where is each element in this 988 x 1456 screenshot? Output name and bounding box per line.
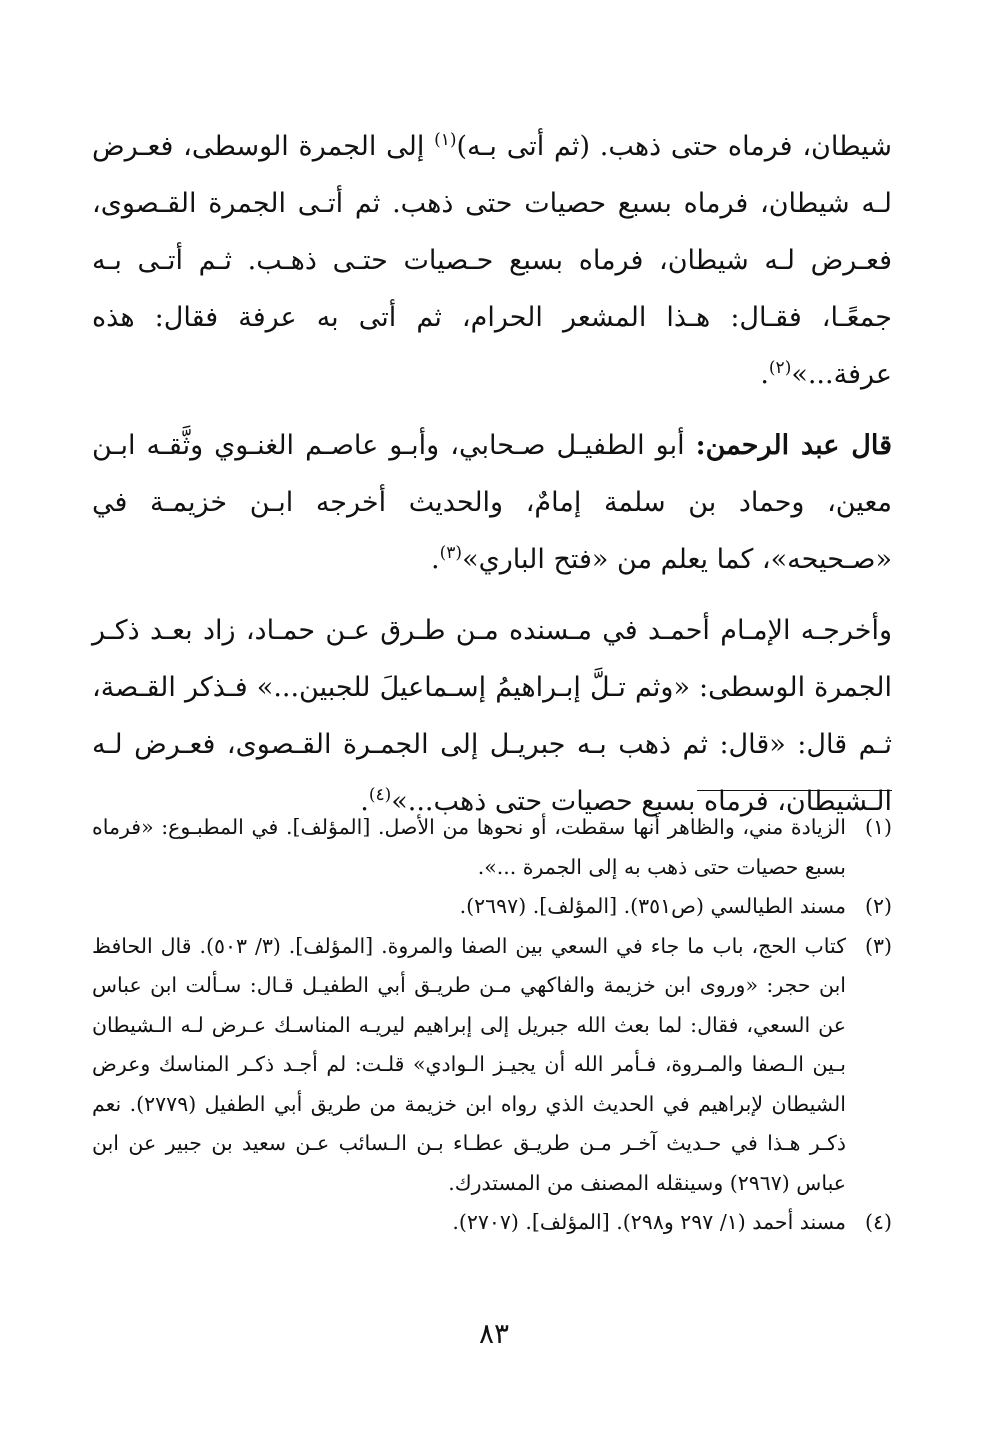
paragraph-1 [92, 118, 892, 403]
footnote-4 [92, 1203, 892, 1243]
paragraph-2 [92, 417, 892, 588]
footnote-ref-2: (٢) [768, 358, 792, 378]
footnote-number: (٤) [864, 1210, 892, 1234]
footnote-text: كتاب الحج، باب ما جاء في السعي بين الصفا والمروة. [المؤلف]. (٣/ ٥٠٣). قال الحافظ ابن حجر: «وروى ابن خزيمة والفاكهي مـن طريـق أبي الطفيـل قـال: سـألت ابن عباس عن السعي، فقال: لما بعث الله جبريل إلى إبراهيم ليريـه المناسـك عـرض لـه الـشيطان بـين الـصفا والمـروة، فـأمر الله أن يجيـز الـوادي» قلـت: لم أجـد ذكـر المناسك وعرض الشيطان لإبراهيم في الحديث الذي رواه ابن خزيمة من طريق أبي الطفيل (٢٧٧٩). نعم ذكـر هـذا في حـديث آخـر مـن طريـق عطـاء بـن الـسائب عـن سعيد بن جبير عن ابن عباس (٢٩٦٧) وسينقله المصنف من المستدرك. [92, 933, 846, 1195]
footnote-ref-4: (٤) [368, 785, 392, 805]
footnote-text: الزيادة مني، والظاهر أنها سقطت، أو نحوها من الأصل. [المؤلف]. في المطبـوع: «فرماه بسبع حصيات حتى ذهب به إلى الجمرة ...». [92, 815, 846, 879]
paragraph-1-end: . [760, 359, 769, 390]
paragraph-2-end: . [431, 544, 440, 575]
footnote-1 [92, 808, 892, 887]
main-text [92, 118, 892, 844]
footnote-3 [92, 927, 892, 1204]
footnote-number: (١) [864, 815, 892, 839]
footnote-text: مسند الطيالسي (ص٣٥١). [المؤلف]. (٢٦٩٧). [459, 894, 846, 918]
footnote-ref-1: (١) [434, 130, 457, 150]
footnote-ref-3: (٣) [439, 543, 463, 563]
footnote-separator [697, 790, 892, 791]
footnote-number: (٣) [864, 933, 892, 958]
footnote-text: مسند أحمد (١/ ٢٩٧ و٢٩٨). [المؤلف]. (٢٧٠٧). [452, 1210, 846, 1234]
paragraph-3-part-a: وأخرجـه الإمـام أحمـد في مـسنده مـن طـرق عـن حمـاد، زاد بعـد ذكـر الجمرة الوسطى: «وثم تـلَّ إبـراهيمُ إسـماعيلَ للجبين...» فـذكر القـصة، ثـم قال: «قال: ثم ذهب بـه جبريـل إلى الجمـرة القـصوى، فعـرض لـه الـشيطان، فرماه بسبع حصيات حتى ذهب...» [92, 615, 892, 817]
footnotes [92, 808, 892, 1243]
paragraph-2-part-a: أبو الطفيـل صـحابي، وأبـو عاصـم الغنـوي وثَّقـه ابـن معين، وحماد بن سلمة إمامٌ، والحديث أخرجه ابـن خزيمـة في «صـحيحه»، كما يعلم من «فتح الباري» [92, 430, 892, 575]
footnote-number: (٢) [864, 894, 892, 918]
paragraph-2-lead: قال عبد الرحمن: [695, 430, 892, 461]
paragraph-3 [92, 602, 892, 830]
footnote-2 [92, 887, 892, 927]
paragraph-3-end: . [360, 786, 369, 817]
paragraph-1-part-b: إلى الجمرة الوسطى، فعـرض لـه شيطان، فرماه بسبع حصيات حتى ذهب. ثم أتـى الجمرة القـصوى، فعـرض لـه شيطان، فرماه بسبع حـصيات حتـى ذهـب. ثـم أتـى بـه جمعًـا، فقـال: هـذا المشعر الحرام، ثم أتى به عرفة فقال: هذه عرفة...» [92, 131, 892, 390]
page-number: ٨٣ [478, 1317, 510, 1350]
paragraph-1-part-a: شيطان، فرماه حتى ذهب. (ثم أتى بـه) [456, 131, 893, 162]
